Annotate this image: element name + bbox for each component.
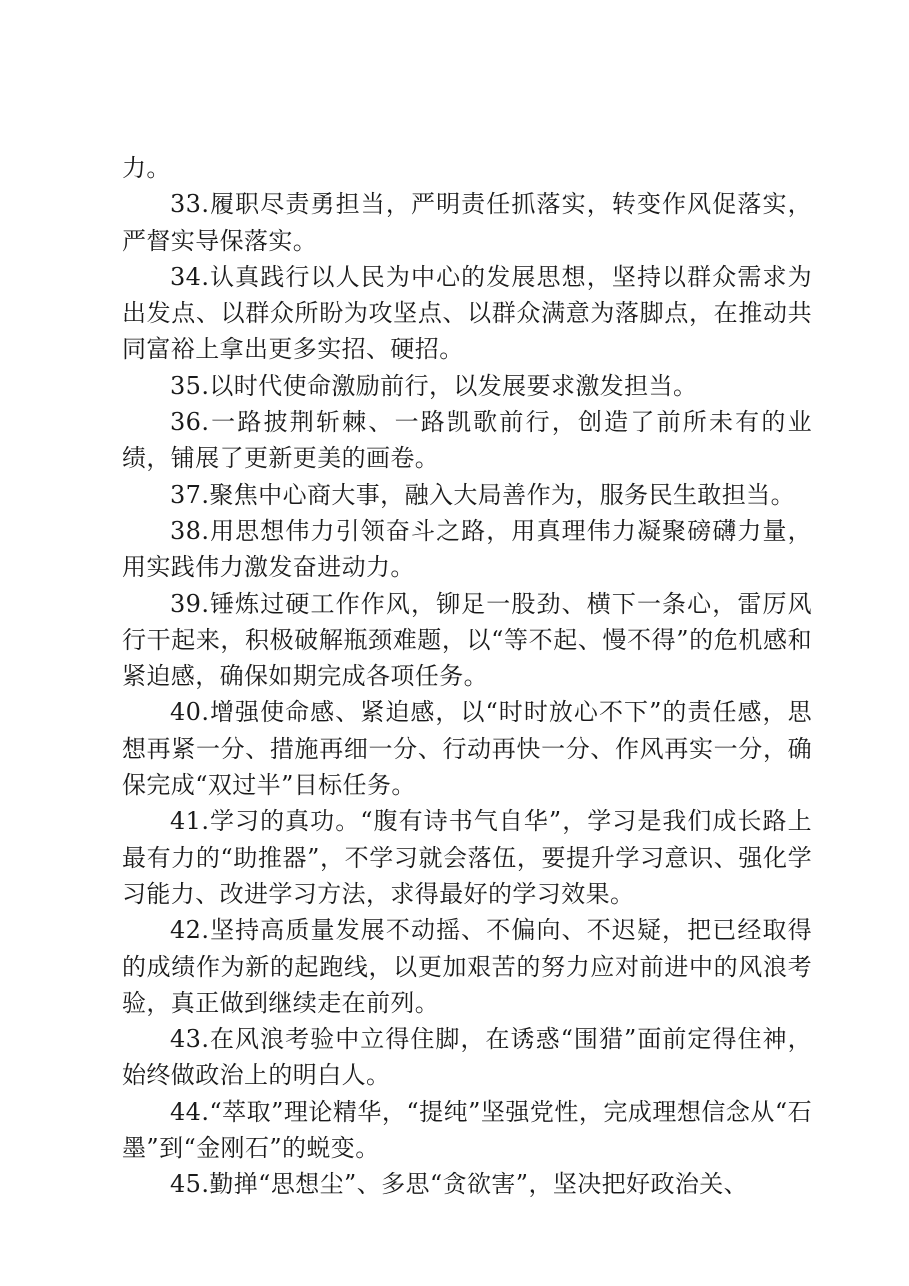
paragraph-35: 35.以时代使命激励前行，以发展要求激发担当。 — [170, 371, 698, 400]
paragraph-38: 38.用思想伟力引领奋斗之路，用真理伟力凝聚磅礴力量，用实践伟力激发奋进动力。 — [122, 516, 812, 582]
paragraph-37: 37.聚焦中心商大事，融入大局善作为，服务民生敢担当。 — [170, 480, 795, 509]
paragraph-33: 33.履职尽责勇担当，严明责任抓落实，转变作风促落实，严督实导保落实。 — [122, 190, 812, 255]
paragraph-40: 40.增强使命感、紧迫感，以“时时放心不下”的责任感，思想再紧一分、措施再细一分、行动再快一分、作风再实一分，确保完成“双过半”目标任务。 — [122, 698, 812, 800]
paragraph-41: 41.学习的真功。“腹有诗书气自华”，学习是我们成长路上最有力的“助推器”，不学习就会落伍，要提升学习意识、强化学习能力、改进学习方法，求得最好的学习效果。 — [122, 807, 812, 908]
paragraph-continuation: 力。 — [122, 154, 171, 182]
paragraph-43: 43.在风浪考验中立得住脚，在诱惑“围猎”面前定得住神，始终做政治上的明白人。 — [122, 1025, 812, 1090]
paragraph-34: 34.认真践行以人民为中心的发展思想，坚持以群众需求为出发点、以群众所盼为攻坚点、以群众满意为落脚点，在推动共同富裕上拿出更多实招、硬招。 — [122, 262, 812, 364]
paragraph-44: 44.“萃取”理论精华，“提纯”坚强党性，完成理想信念从“石墨”到“金刚石”的蜕变。 — [122, 1097, 812, 1163]
paragraph-39: 39.锤炼过硬工作作风，铆足一股劲、横下一条心，雷厉风行干起来，积极破解瓶颈难题，以“等不起、慢不得”的危机感和紧迫感，确保如期完成各项任务。 — [122, 589, 812, 691]
document-body — [122, 150, 812, 1203]
paragraph-45: 45.勤掸“思想尘”、多思“贪欲害”，坚决把好政治关、 — [170, 1170, 749, 1199]
paragraph-42: 42.坚持高质量发展不动摇、不偏向、不迟疑，把已经取得的成绩作为新的起跑线，以更加艰苦的努力应对前进中的风浪考验，真正做到继续走在前列。 — [122, 916, 812, 1017]
paragraph-36: 36.一路披荆斩棘、一路凯歌前行，创造了前所未有的业绩，铺展了更新更美的画卷。 — [122, 408, 812, 473]
